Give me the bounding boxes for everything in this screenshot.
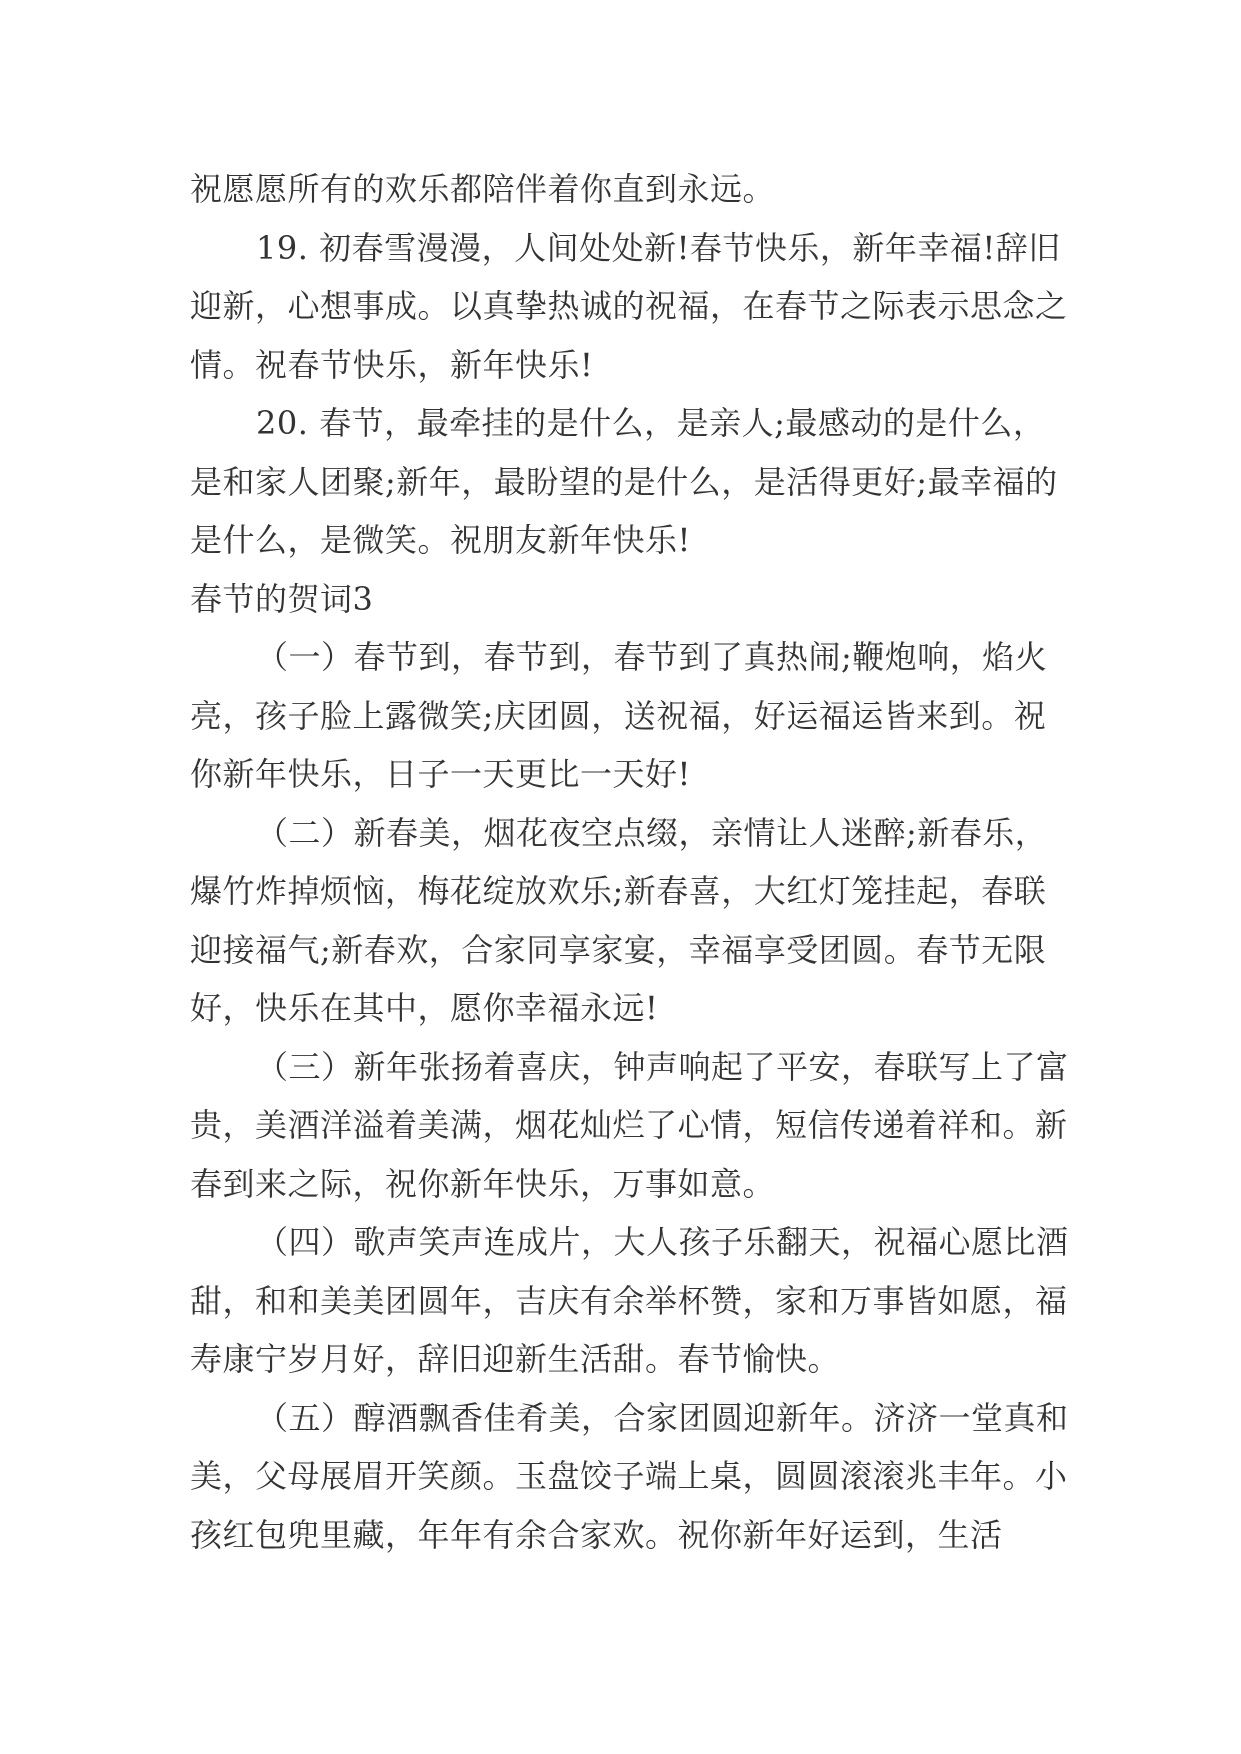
greeting-paragraph-3: （三）新年张扬着喜庆，钟声响起了平安，春联写上了富贵，美酒洋溢着美满，烟花灿烂了心情，短信传递着祥和。新春到来之际，祝你新年快乐，万事如意。 <box>190 1047 1069 1203</box>
paragraph-continuation: 祝愿愿所有的欢乐都陪伴着你直到永远。 <box>190 170 776 208</box>
document-body <box>190 160 1070 1564</box>
greeting-paragraph-4: （四）歌声笑声连成片，大人孩子乐翻天，祝福心愿比酒甜，和和美美团圆年，吉庆有余举杯赞，家和万事皆如愿，福寿康宁岁月好，辞旧迎新生活甜。春节愉快。 <box>190 1223 1069 1378</box>
greeting-paragraph-1: （一）春节到，春节到，春节到了真热闹;鞭炮响，焰火亮，孩子脸上露微笑;庆团圆，送祝福，好运福运皆来到。祝你新年快乐，日子一天更比一天好! <box>190 638 1048 793</box>
paragraph-item-20: 20. 春节，最牵挂的是什么，是亲人;最感动的是什么，是和家人团聚;新年，最盼望的是什么，是活得更好;最幸福的是什么，是微笑。祝朋友新年快乐! <box>190 404 1058 559</box>
greeting-paragraph-5: （五）醇酒飘香佳肴美，合家团圆迎新年。济济一堂真和美，父母展眉开笑颜。玉盘饺子端上桌，圆圆滚滚兆丰年。小孩红包兜里藏，年年有余合家欢。祝你新年好运到，生活 <box>190 1398 1069 1554</box>
greeting-paragraph-2: （二）新春美，烟花夜空点缀，亲情让人迷醉;新春乐，爆竹炸掉烦恼，梅花绽放欢乐;新春喜，大红灯笼挂起，春联迎接福气;新春欢，合家同享家宴，幸福享受团圆。春节无限好，快乐在其中，愿你幸福永远! <box>190 813 1048 1027</box>
paragraph-item-19: 19. 初春雪漫漫，人间处处新!春节快乐，新年幸福!辞旧迎新，心想事成。以真挚热诚的祝福，在春节之际表示思念之情。祝春节快乐，新年快乐! <box>190 228 1068 384</box>
section-heading: 春节的贺词3 <box>190 579 374 618</box>
